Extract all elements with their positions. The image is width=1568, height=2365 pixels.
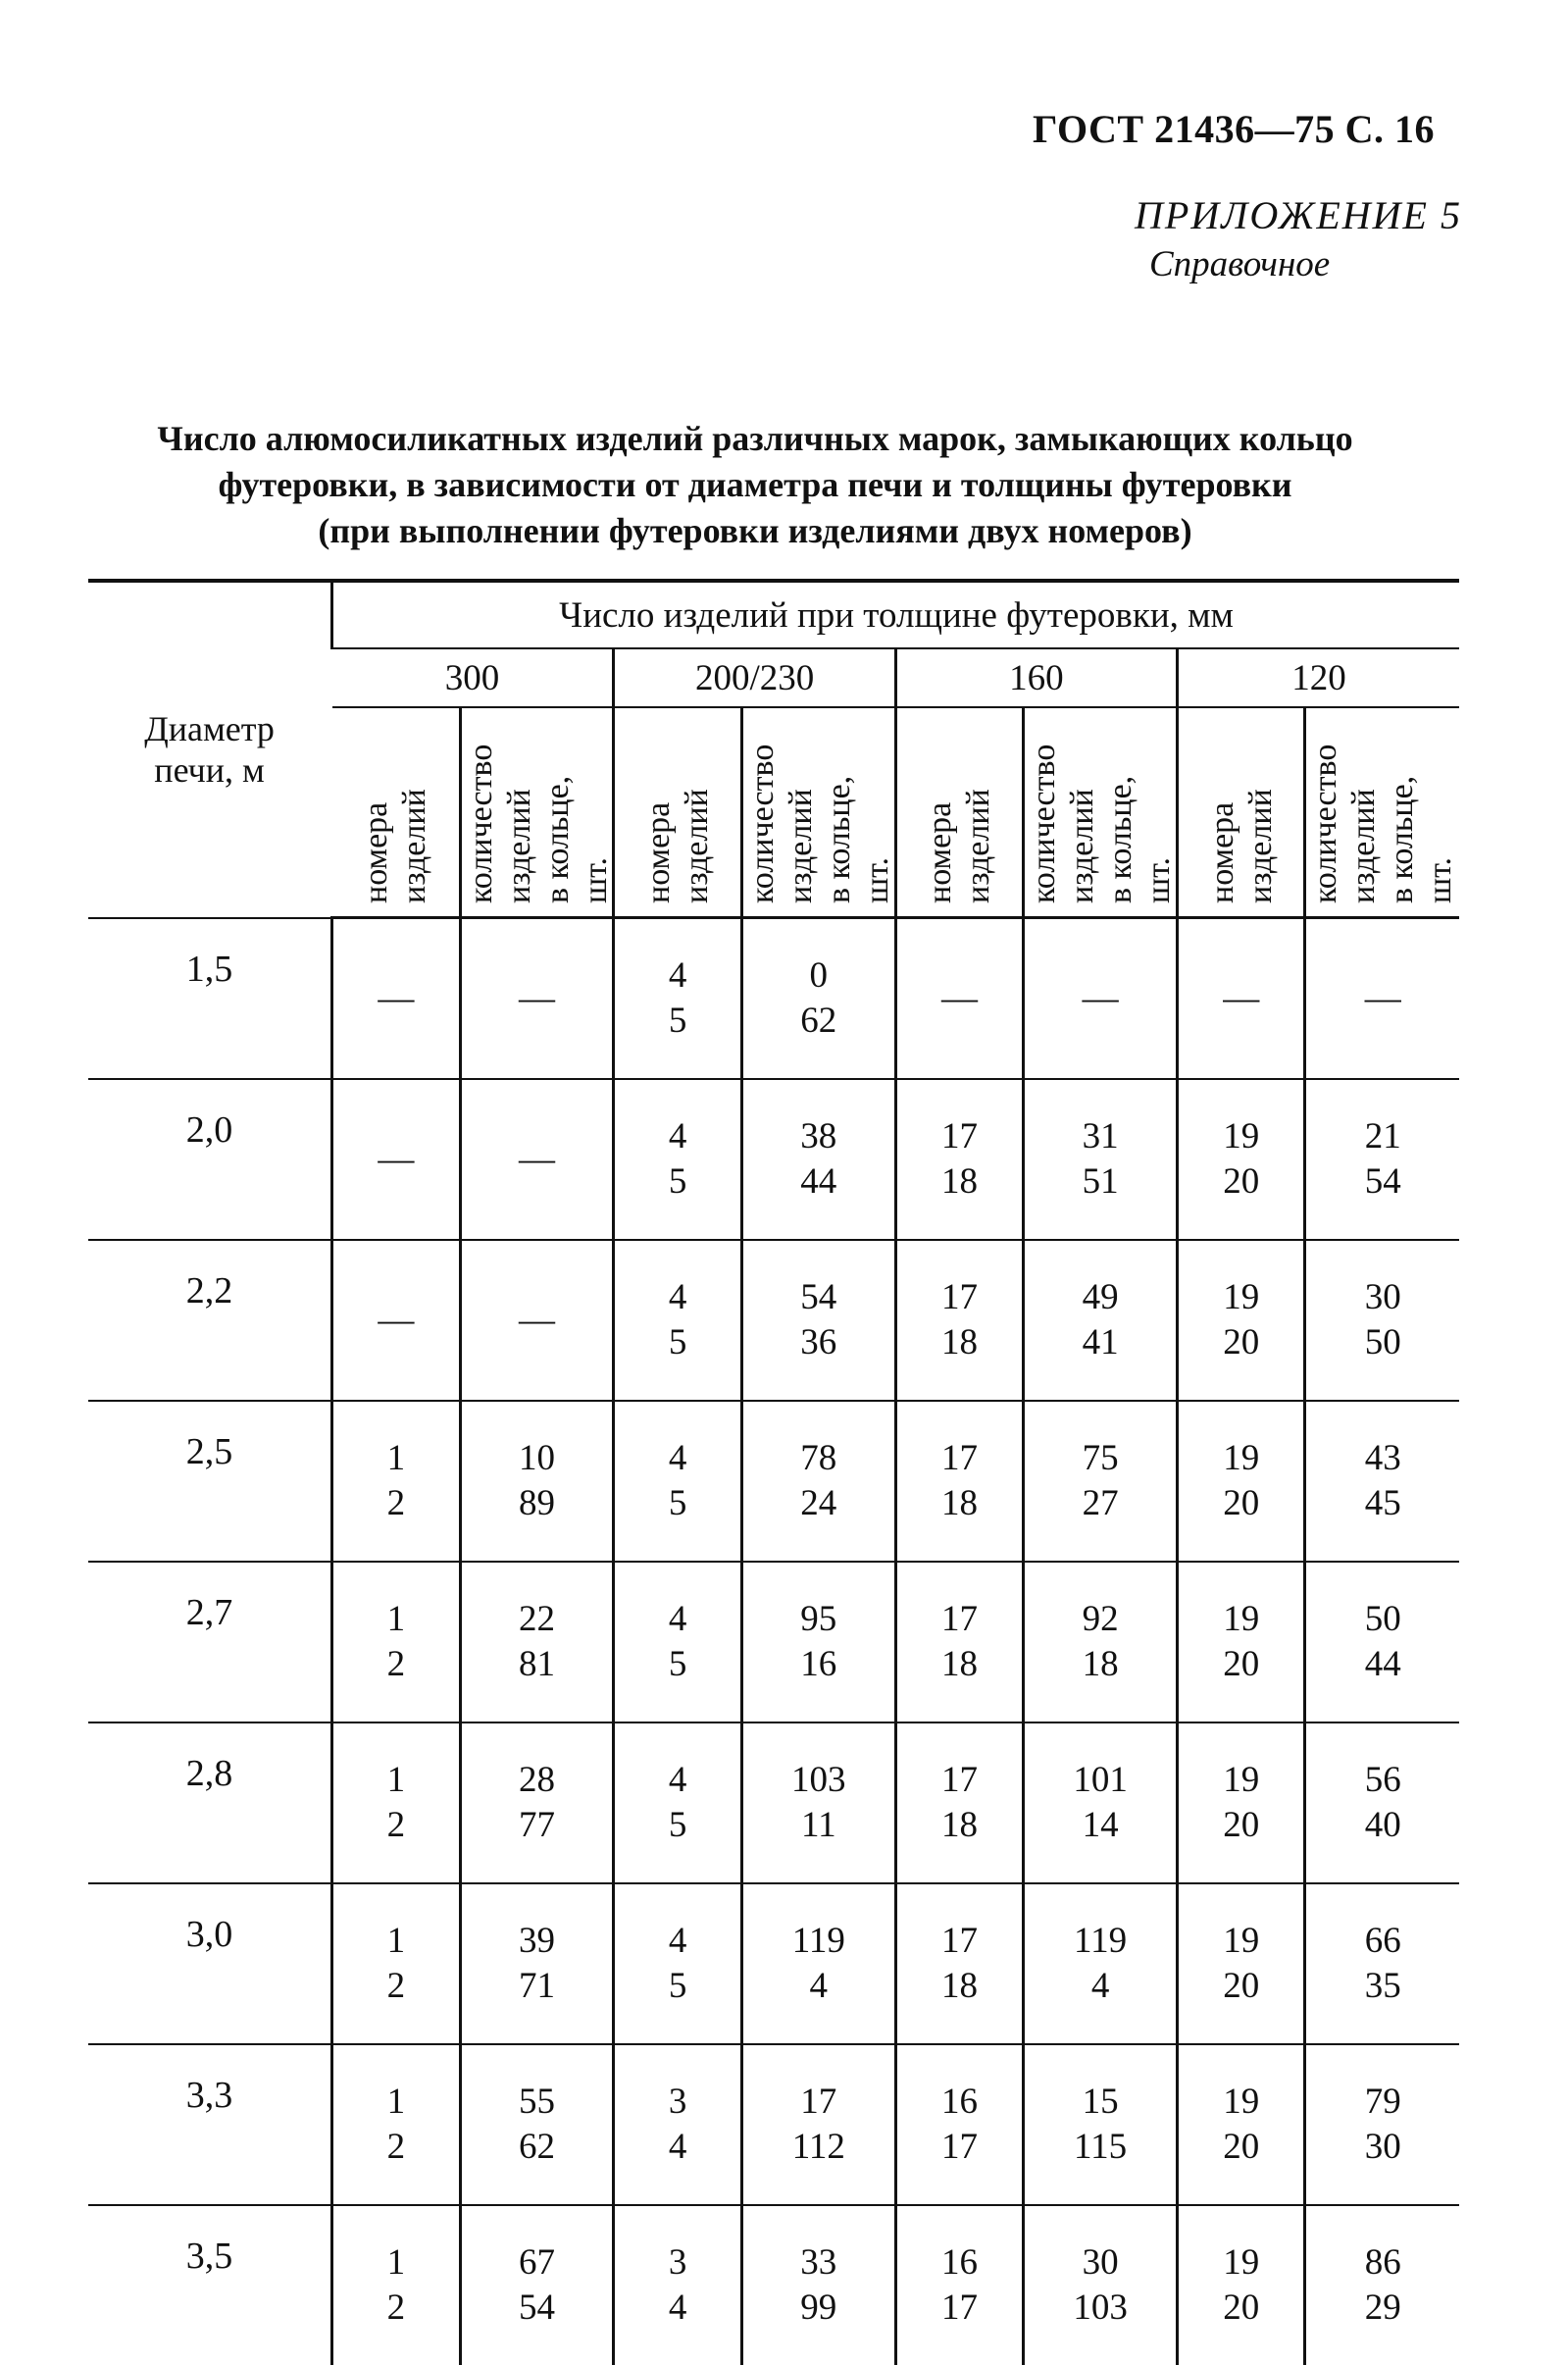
table-row	[88, 1401, 1459, 1562]
thickness-200-230: 200/230	[614, 648, 895, 707]
cell-value: 51	[1082, 1160, 1119, 1202]
cell-value: 4	[668, 954, 687, 996]
cell-value: 18	[940, 1160, 978, 1202]
cell-value: 4	[668, 1759, 687, 1800]
cell-value: 22	[518, 1598, 555, 1639]
cell-value: 29	[1364, 2287, 1401, 2328]
cell-value: 19	[1223, 1276, 1260, 1317]
cell-value: 20	[1223, 1804, 1260, 1845]
item-count-cell	[1024, 1883, 1178, 2044]
item-count-cell	[1305, 1240, 1459, 1401]
item-count-cell	[741, 1883, 895, 2044]
subheader-line: количество	[462, 744, 499, 903]
item-count-cell	[741, 1401, 895, 1562]
cell-value: 112	[791, 2126, 845, 2167]
item-count-cell	[741, 2205, 895, 2365]
cell-value: 17	[940, 1437, 978, 1478]
cell-value: 66	[1364, 1920, 1401, 1961]
item-number-cell	[614, 1401, 741, 1562]
cell-value: —	[940, 977, 978, 1018]
cell-value: 19	[1223, 1920, 1260, 1961]
cell-value: 28	[518, 1759, 555, 1800]
item-number-cell	[614, 1079, 741, 1240]
cell-value: 14	[1082, 1804, 1119, 1845]
item-count-cell	[1305, 2044, 1459, 2205]
cell-value: 101	[1073, 1759, 1128, 1800]
cell-value: 4	[668, 1920, 687, 1961]
item-count-cell	[741, 1722, 895, 1883]
item-number-cell	[895, 1401, 1023, 1562]
item-number-cell	[1178, 1883, 1305, 2044]
item-count-cell	[460, 1240, 614, 1401]
lining-table	[88, 579, 1459, 2365]
cell-value: 30	[1082, 2241, 1119, 2283]
cell-value: 103	[791, 1759, 846, 1800]
cell-value: 77	[518, 1804, 555, 1845]
subheader-text	[1203, 711, 1280, 903]
item-count-cell	[1305, 1079, 1459, 1240]
subheader-text	[1025, 711, 1178, 903]
cell-value: 62	[800, 1000, 837, 1041]
cell-value: 2	[386, 2287, 406, 2328]
cell-value: 56	[1364, 1759, 1401, 1800]
subheader-line: изделий	[1064, 789, 1101, 903]
cell-value: 54	[800, 1276, 837, 1317]
cell-value: 5	[668, 1321, 687, 1362]
diameter-header-line: Диаметр	[144, 709, 275, 749]
subheader-line: количество	[1307, 744, 1344, 903]
item-count-cell	[1305, 1562, 1459, 1722]
subheader-item-numbers	[614, 707, 741, 918]
cell-value: 30	[1364, 2126, 1401, 2167]
item-number-cell	[332, 918, 460, 1079]
subheader-line: шт.	[1140, 857, 1178, 903]
cell-value: 24	[800, 1482, 837, 1523]
cell-value: 18	[940, 1643, 978, 1684]
cell-value: 2	[386, 2126, 406, 2167]
diameter-cell: 2,7	[88, 1562, 332, 1722]
cell-value: 4	[809, 1965, 829, 2006]
cell-value: 55	[518, 2081, 555, 2122]
cell-value: 4	[668, 1437, 687, 1478]
item-number-cell	[614, 1883, 741, 2044]
cell-value: 4	[668, 2287, 687, 2328]
cell-value: 27	[1082, 1482, 1119, 1523]
item-number-cell	[1178, 2044, 1305, 2205]
subheader-line: в кольце,	[1384, 775, 1421, 903]
diameter-cell: 2,0	[88, 1079, 332, 1240]
item-number-cell	[895, 2044, 1023, 2205]
item-number-cell	[332, 1240, 460, 1401]
diameter-header	[88, 581, 332, 918]
subheader-line: изделий	[1241, 789, 1279, 903]
diameter-cell: 2,8	[88, 1722, 332, 1883]
table-title	[88, 416, 1422, 554]
subheader-text	[462, 711, 615, 903]
item-number-cell	[895, 1722, 1023, 1883]
diameter-header-line: печи, м	[154, 750, 265, 791]
cell-value: 5	[668, 1965, 687, 2006]
item-number-cell	[1178, 1079, 1305, 1240]
cell-value: 18	[940, 1482, 978, 1523]
item-count-cell	[460, 2044, 614, 2205]
cell-value: 5	[668, 1000, 687, 1041]
subheader-line: в кольце,	[538, 775, 576, 903]
cell-value: 17	[940, 2287, 978, 2328]
cell-value: 4	[1090, 1965, 1110, 2006]
cell-value: —	[378, 977, 415, 1018]
cell-value: 54	[1364, 1160, 1401, 1202]
item-count-cell	[1024, 1722, 1178, 1883]
cell-value: 20	[1223, 1321, 1260, 1362]
subheader-line: номера	[922, 801, 959, 903]
item-number-cell	[614, 2044, 741, 2205]
cell-value: 78	[800, 1437, 837, 1478]
subheader-line: изделий	[782, 789, 819, 903]
item-number-cell	[1178, 2205, 1305, 2365]
cell-value: 20	[1223, 1965, 1260, 2006]
subheader-line: изделий	[960, 789, 997, 903]
cell-value: 1	[386, 1598, 406, 1639]
cell-value: 50	[1364, 1321, 1401, 1362]
item-number-cell	[332, 2044, 460, 2205]
subheader-text	[639, 711, 716, 903]
table-row	[88, 1562, 1459, 1722]
subheader-text	[357, 711, 433, 903]
item-number-cell	[1178, 1240, 1305, 1401]
subheader-line: номера	[1203, 801, 1240, 903]
title-line: Число алюмосиликатных изделий различных марок, замыкающих кольцо	[157, 419, 1353, 458]
item-number-cell	[895, 2205, 1023, 2365]
item-count-cell	[1305, 1883, 1459, 2044]
subheader-line: в кольце,	[1102, 775, 1139, 903]
cell-value: 20	[1223, 1482, 1260, 1523]
cell-value: —	[1223, 977, 1260, 1018]
cell-value: 15	[1082, 2081, 1119, 2122]
cell-value: 35	[1364, 1965, 1401, 2006]
item-count-cell	[1305, 1722, 1459, 1883]
cell-value: 17	[940, 1759, 978, 1800]
cell-value: 17	[940, 1115, 978, 1157]
item-number-cell	[332, 1883, 460, 2044]
cell-value: —	[518, 1138, 555, 1179]
cell-value: 11	[800, 1804, 836, 1845]
item-number-cell	[1178, 1401, 1305, 1562]
cell-value: 95	[800, 1598, 837, 1639]
cell-value: 5	[668, 1643, 687, 1684]
subheader-line: изделий	[679, 789, 716, 903]
subheader-text	[1306, 711, 1459, 903]
item-count-cell	[741, 1562, 895, 1722]
cell-value: 21	[1364, 1115, 1401, 1157]
cell-value: 19	[1223, 1437, 1260, 1478]
item-number-cell	[614, 918, 741, 1079]
item-count-cell	[1024, 2044, 1178, 2205]
item-number-cell	[614, 2205, 741, 2365]
subheader-text	[743, 711, 896, 903]
item-count-cell	[1024, 2205, 1178, 2365]
subheader-line: изделий	[1345, 789, 1383, 903]
item-count-cell	[1024, 1079, 1178, 1240]
subheader-item-numbers	[1178, 707, 1305, 918]
cell-value: 2	[386, 1804, 406, 1845]
item-count-cell	[741, 918, 895, 1079]
cell-value: 115	[1074, 2126, 1128, 2167]
item-number-cell	[614, 1240, 741, 1401]
cell-value: 4	[668, 2126, 687, 2167]
cell-value: 50	[1364, 1598, 1401, 1639]
cell-value: 3	[668, 2081, 687, 2122]
cell-value: 99	[800, 2287, 837, 2328]
cell-value: 4	[668, 1598, 687, 1639]
subheader-text	[921, 711, 997, 903]
subheader-item-count	[1305, 707, 1459, 918]
thickness-120: 120	[1178, 648, 1459, 707]
thickness-300: 300	[332, 648, 614, 707]
subheader-item-numbers	[332, 707, 460, 918]
item-count-cell	[741, 2044, 895, 2205]
table-row	[88, 918, 1459, 1079]
item-number-cell	[1178, 1722, 1305, 1883]
cell-value: 31	[1082, 1115, 1119, 1157]
cell-value: 16	[940, 2081, 978, 2122]
cell-value: 1	[386, 1920, 406, 1961]
cell-value: 5	[668, 1160, 687, 1202]
cell-value: 20	[1223, 2126, 1260, 2167]
subheader-item-numbers	[895, 707, 1023, 918]
item-number-cell	[895, 918, 1023, 1079]
cell-value: 17	[940, 2126, 978, 2167]
cell-value: 75	[1082, 1437, 1119, 1478]
cell-value: 5	[668, 1804, 687, 1845]
item-count-cell	[460, 1562, 614, 1722]
cell-value: 19	[1223, 2241, 1260, 2283]
subheader-line: шт.	[858, 857, 895, 903]
table-row	[88, 1240, 1459, 1401]
title-line: (при выполнении футеровки изделиями двух номеров)	[318, 511, 1192, 550]
item-number-cell	[895, 1883, 1023, 2044]
cell-value: 17	[940, 1276, 978, 1317]
cell-value: 2	[386, 1965, 406, 2006]
item-count-cell	[460, 1401, 614, 1562]
cell-value: 5	[668, 1482, 687, 1523]
cell-value: 119	[791, 1920, 845, 1961]
item-number-cell	[332, 1722, 460, 1883]
appendix-type: Справочное	[1149, 244, 1331, 284]
cell-value: 33	[800, 2241, 837, 2283]
cell-value: 10	[518, 1437, 555, 1478]
cell-value: 4	[668, 1276, 687, 1317]
cell-value: 17	[800, 2081, 837, 2122]
cell-value: 41	[1082, 1321, 1119, 1362]
cell-value: 81	[518, 1643, 555, 1684]
cell-value: 62	[518, 2126, 555, 2167]
subheader-line: количество	[1026, 744, 1063, 903]
cell-value: 20	[1223, 1160, 1260, 1202]
cell-value: 18	[940, 1965, 978, 2006]
item-number-cell	[332, 1401, 460, 1562]
item-number-cell	[614, 1722, 741, 1883]
cell-value: 36	[800, 1321, 837, 1362]
table-row	[88, 1722, 1459, 1883]
cell-value: —	[1082, 977, 1119, 1018]
cell-value: 71	[518, 1965, 555, 2006]
diameter-cell: 2,5	[88, 1401, 332, 1562]
item-count-cell	[741, 1240, 895, 1401]
cell-value: —	[378, 1138, 415, 1179]
thickness-group-header: Число изделий при толщине футеровки, мм	[332, 581, 1459, 648]
item-number-cell	[332, 2205, 460, 2365]
appendix-label: ПРИЛОЖЕНИЕ 5	[1135, 193, 1462, 237]
cell-value: 19	[1223, 2081, 1260, 2122]
cell-value: 40	[1364, 1804, 1401, 1845]
item-count-cell	[1024, 1562, 1178, 1722]
item-number-cell	[332, 1079, 460, 1240]
cell-value: 19	[1223, 1598, 1260, 1639]
cell-value: 45	[1364, 1482, 1401, 1523]
cell-value: 18	[1082, 1643, 1119, 1684]
cell-value: 86	[1364, 2241, 1401, 2283]
item-number-cell	[332, 1562, 460, 1722]
item-number-cell	[895, 1240, 1023, 1401]
cell-value: 119	[1074, 1920, 1128, 1961]
cell-value: 19	[1223, 1115, 1260, 1157]
diameter-cell: 3,5	[185, 2235, 233, 2277]
cell-value: 18	[940, 1321, 978, 1362]
item-number-cell	[895, 1562, 1023, 1722]
cell-value: 19	[1223, 1759, 1260, 1800]
item-count-cell	[460, 1883, 614, 2044]
item-count-cell	[460, 1722, 614, 1883]
item-count-cell	[1024, 1401, 1178, 1562]
cell-value: 1	[386, 1437, 406, 1478]
diameter-cell: 2,2	[88, 1240, 332, 1401]
subheader-item-count	[460, 707, 614, 918]
cell-value: —	[518, 1299, 555, 1340]
subheader-item-count	[1024, 707, 1178, 918]
cell-value: 2	[386, 1482, 406, 1523]
item-number-cell	[895, 1079, 1023, 1240]
subheader-line: номера	[640, 801, 678, 903]
cell-value: 49	[1082, 1276, 1119, 1317]
item-count-cell	[741, 1079, 895, 1240]
cell-value: —	[378, 1299, 415, 1340]
cell-value: 20	[1223, 1643, 1260, 1684]
diameter-cell: 1,5	[88, 918, 332, 1079]
cell-value: —	[1364, 977, 1401, 1018]
table-row	[88, 1883, 1459, 2044]
cell-value: 67	[518, 2241, 555, 2283]
cell-value: 54	[518, 2287, 555, 2328]
item-count-cell	[1305, 918, 1459, 1079]
cell-value: 16	[940, 2241, 978, 2283]
cell-value: 44	[800, 1160, 837, 1202]
cell-value: 1	[386, 1759, 406, 1800]
document-code: ГОСТ 21436—75 С. 16	[1032, 107, 1435, 151]
subheader-line: изделий	[396, 789, 433, 903]
subheader-line: изделий	[500, 789, 537, 903]
item-count-cell	[460, 2205, 614, 2365]
subheader-line: номера	[358, 801, 395, 903]
cell-value: —	[518, 977, 555, 1018]
cell-value: 2	[386, 1643, 406, 1684]
cell-value: 3	[668, 2241, 687, 2283]
cell-value: 30	[1364, 1276, 1401, 1317]
cell-value: 18	[940, 1804, 978, 1845]
subheader-line: шт.	[577, 857, 614, 903]
title-line: футеровки, в зависимости от диаметра печи и толщины футеровки	[218, 465, 1292, 504]
item-count-cell	[1305, 2205, 1459, 2365]
subheader-line: шт.	[1422, 857, 1459, 903]
cell-value: 0	[809, 954, 829, 996]
cell-value: 89	[518, 1482, 555, 1523]
item-number-cell	[1178, 1562, 1305, 1722]
cell-value: 17	[940, 1598, 978, 1639]
item-count-cell	[1305, 1401, 1459, 1562]
item-count-cell	[1024, 918, 1178, 1079]
cell-value: 38	[800, 1115, 837, 1157]
item-number-cell	[614, 1562, 741, 1722]
cell-value: 44	[1364, 1643, 1401, 1684]
cell-value: 4	[668, 1115, 687, 1157]
cell-value: 79	[1364, 2081, 1401, 2122]
cell-value: 92	[1082, 1598, 1119, 1639]
cell-value: 43	[1364, 1437, 1401, 1478]
cell-value: 17	[940, 1920, 978, 1961]
cell-value: 39	[518, 1920, 555, 1961]
item-count-cell	[460, 918, 614, 1079]
thickness-160: 160	[895, 648, 1177, 707]
cell-value: 20	[1223, 2287, 1260, 2328]
table-row	[88, 2205, 1459, 2365]
cell-value: 103	[1073, 2287, 1128, 2328]
item-count-cell	[1024, 1240, 1178, 1401]
diameter-cell: 3,0	[88, 1883, 332, 2044]
diameter-cell: 3,3	[88, 2044, 332, 2205]
item-count-cell	[460, 1079, 614, 1240]
subheader-line: в кольце,	[820, 775, 857, 903]
table-row	[88, 1079, 1459, 1240]
table-row	[88, 2044, 1459, 2205]
cell-value: 1	[386, 2241, 406, 2283]
cell-value: 16	[800, 1643, 837, 1684]
item-number-cell	[1178, 918, 1305, 1079]
subheader-item-count	[741, 707, 895, 918]
cell-value: 1	[386, 2081, 406, 2122]
subheader-line: количество	[743, 744, 781, 903]
